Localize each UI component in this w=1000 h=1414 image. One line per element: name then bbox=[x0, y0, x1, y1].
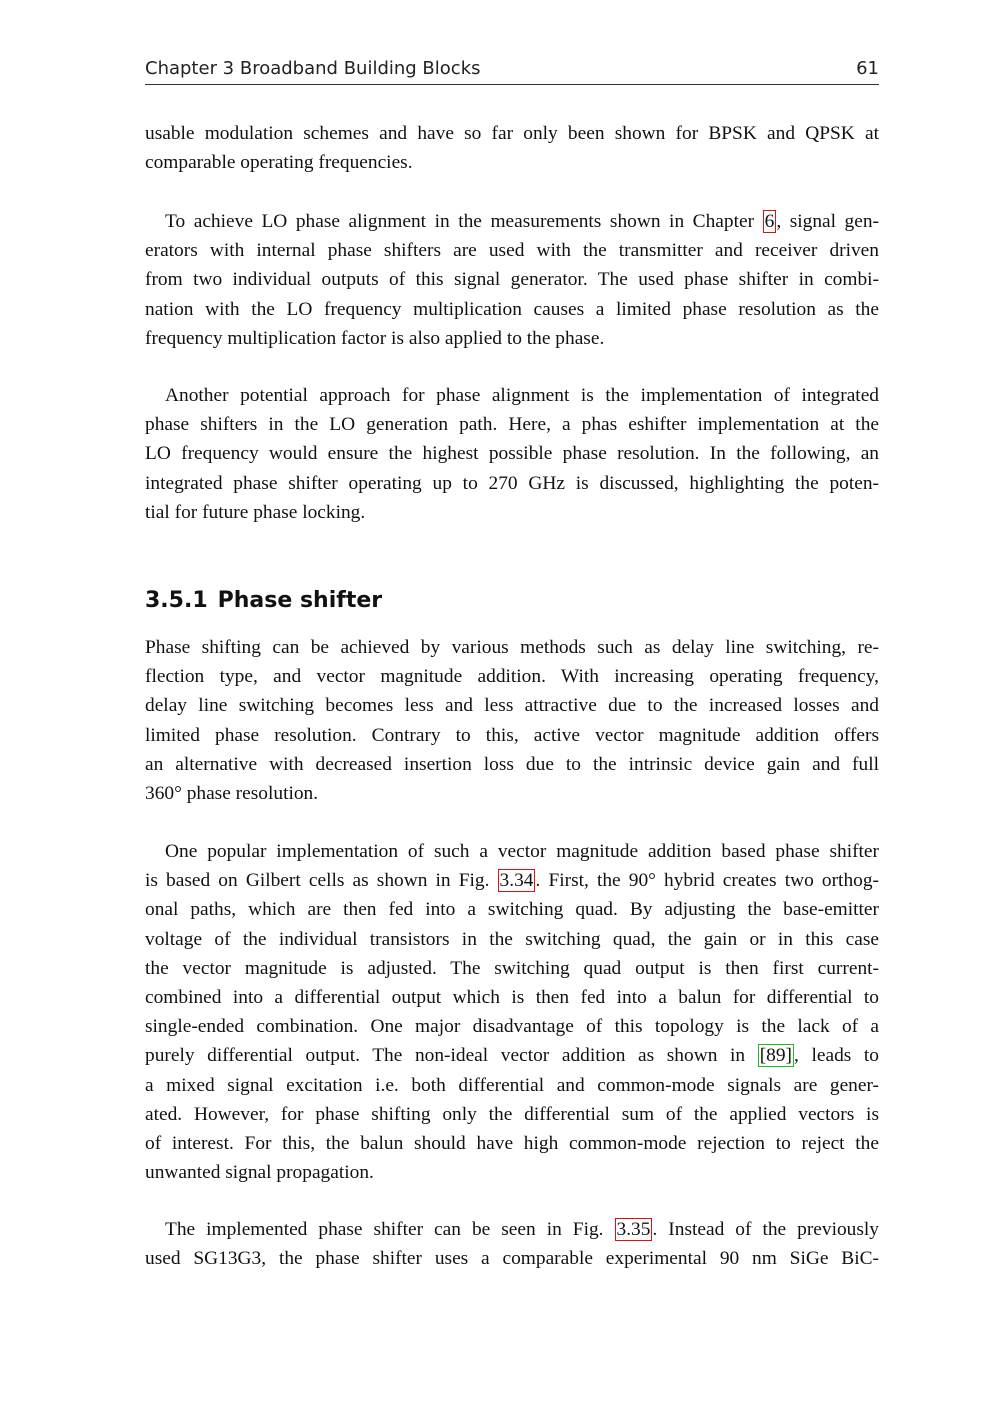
text-line: nation with the LO frequency multiplication causes a limited phase resolution as the bbox=[145, 298, 879, 320]
text-line: delay line switching becomes less and less attractive due to the increased losses and bbox=[145, 695, 879, 717]
text-span: purely differential output. The non-ideal vector addition as shown in bbox=[145, 1045, 758, 1067]
text-line: 360° phase resolution. bbox=[145, 782, 319, 804]
text-line: voltage of the individual transistors in the switching quad, the gain or in this case bbox=[145, 928, 879, 950]
text-span: , leads to bbox=[794, 1045, 880, 1067]
figure-ref-link[interactable]: 3.34 bbox=[499, 870, 534, 892]
text-line: frequency multiplication factor is also applied to the phase. bbox=[145, 327, 605, 349]
text-line: the vector magnitude is adjusted. The switching quad output is then first current- bbox=[145, 957, 879, 979]
text-line: ated. However, for phase shifting only the differential sum of the applied vectors is bbox=[145, 1103, 879, 1125]
text-line: combined into a differential output which is then fed into a balun for differential to bbox=[145, 986, 879, 1008]
paragraph-6 bbox=[145, 1215, 879, 1273]
text-line: comparable operating frequencies. bbox=[145, 152, 413, 174]
text-line: an alternative with decreased insertion loss due to the intrinsic device gain and full bbox=[145, 753, 879, 775]
text-line bbox=[145, 1041, 879, 1070]
text-line bbox=[145, 207, 879, 236]
text-line: from two individual outputs of this signal generator. The used phase shifter in combi- bbox=[145, 269, 879, 291]
section-title: Phase shifter bbox=[217, 588, 383, 613]
section-number: 3.5.1 bbox=[145, 588, 208, 613]
section-heading bbox=[145, 588, 382, 613]
running-header bbox=[145, 56, 879, 85]
text-line: tial for future phase locking. bbox=[145, 501, 366, 523]
paragraph-4 bbox=[145, 633, 879, 808]
text-span: The implemented phase shifter can be seen in Fig. bbox=[165, 1219, 615, 1240]
text-line: Another potential approach for phase alignment is the implementation of integrated bbox=[165, 385, 879, 406]
text-line: flection type, and vector magnitude addition. With increasing operating frequency, bbox=[145, 666, 879, 688]
text-line: single-ended combination. One major disadvantage of this topology is the lack of a bbox=[145, 1016, 879, 1038]
text-span: . Instead of the previously bbox=[652, 1219, 879, 1240]
paragraph-1 bbox=[145, 119, 879, 177]
figure-ref-link[interactable]: 3.35 bbox=[616, 1219, 651, 1240]
text-span: is based on Gilbert cells as shown in Fig. bbox=[145, 870, 498, 892]
text-line: phase shifters in the LO generation path. Here, a phas eshifter implementation at the bbox=[145, 414, 879, 436]
paragraph-2 bbox=[145, 207, 879, 353]
paragraph-5 bbox=[145, 837, 879, 1187]
text-line: usable modulation schemes and have so far only been shown for BPSK and QPSK at bbox=[145, 123, 879, 144]
chapter-title: Chapter 3 Broadband Building Blocks bbox=[145, 58, 481, 79]
text-line: used SG13G3, the phase shifter uses a comparable experimental 90 nm SiGe BiC- bbox=[145, 1248, 879, 1270]
text-line: Phase shifting can be achieved by various methods such as delay line switching, re- bbox=[145, 637, 879, 658]
text-line: limited phase resolution. Contrary to this, active vector magnitude addition offers bbox=[145, 724, 879, 746]
text-line bbox=[145, 866, 879, 895]
text-span: , signal gen- bbox=[776, 211, 880, 232]
chapter-ref-link[interactable]: 6 bbox=[764, 211, 775, 232]
page-number: 61 bbox=[856, 58, 879, 79]
text-line bbox=[145, 1215, 879, 1244]
text-line: a mixed signal excitation i.e. both differential and common-mode signals are gener- bbox=[145, 1074, 879, 1096]
paragraph-3 bbox=[145, 381, 879, 527]
text-line: One popular implementation of such a vector magnitude addition based phase shifter bbox=[165, 841, 879, 862]
text-line: LO frequency would ensure the highest possible phase resolution. In the following, an bbox=[145, 443, 879, 465]
text-span: . First, the 90° hybrid creates two orthog- bbox=[535, 870, 879, 892]
text-line: erators with internal phase shifters are used with the transmitter and receiver driven bbox=[145, 240, 879, 262]
text-line: onal paths, which are then fed into a switching quad. By adjusting the base-emitter bbox=[145, 899, 879, 921]
text-line: unwanted signal propagation. bbox=[145, 1162, 374, 1184]
text-line: of interest. For this, the balun should have high common-mode rejection to reject the bbox=[145, 1132, 879, 1154]
text-line: integrated phase shifter operating up to 270 GHz is discussed, highlighting the poten- bbox=[145, 472, 879, 494]
citation-link[interactable]: [89] bbox=[759, 1045, 793, 1067]
text-span: To achieve LO phase alignment in the measurements shown in Chapter bbox=[165, 211, 763, 232]
